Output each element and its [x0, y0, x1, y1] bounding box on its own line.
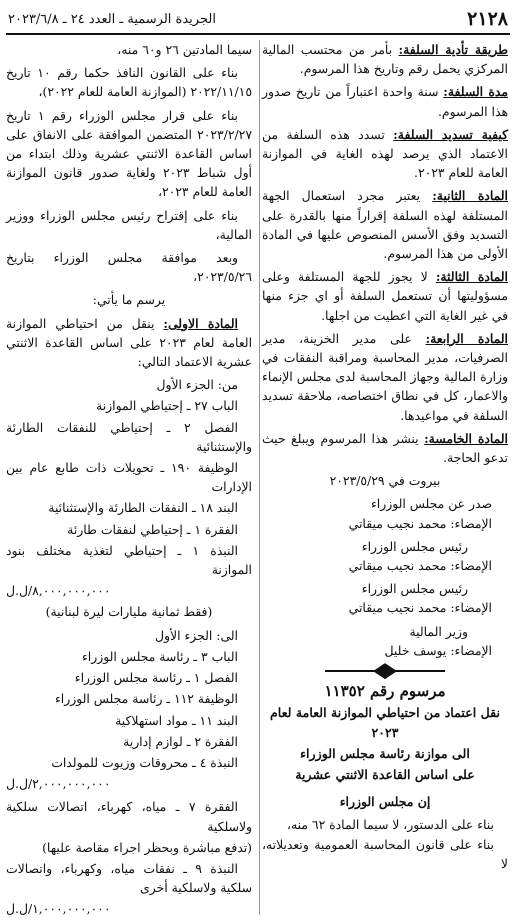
basis-articles: سيما المادتين ٢٦ و٦٠ منه، [117, 42, 252, 57]
paragraph-advance-duration: مدة السلفة: سنة واحدة اعتباراً من تاريخ صدور هذا المرسوم. [262, 84, 508, 119]
page-header [8, 6, 508, 32]
decree-subtitle-2: الى موازنة رئاسة مجلس الوزراء [300, 745, 470, 761]
to-chapter: الباب ٣ ـ رئاسة مجلس الوزراء [81, 648, 238, 664]
amount-fuel: ٢,٠٠٠,٠٠٠,٠٠٠/ل.ل [6, 776, 111, 792]
from-section: الفصل ٢ ـ إحتياطي للنفقات الطارئة والإستثنائية [6, 419, 252, 454]
signature-pm: رئيس مجلس الوزراء [361, 538, 468, 554]
basis-law-10: بناء على القانون النافذ حكما رقم ١٠ تاريخ ٢٠٢٢/١١/١٥ (الموازنة العامة للعام ٢٠٢٢)، [6, 65, 252, 100]
article-5: المادة الخامسة: ينشر هذا المرسوم ويبلغ حيث تدعو الحاجة. [262, 430, 508, 466]
paragraph-repayment: كيفية تسديد السلفة: تسدد هذه السلفة من الاعتماد الذي يرصد لهذه الغاية في الموازنة العامة للعام ٢٠٢٣. [262, 126, 508, 181]
to-subparagraph-utilities: النبذة ٩ ـ نفقات مياه، وكهرباء، واتصالات سلكية ولاسلكية أخرى [6, 860, 252, 896]
decree-title: مرسوم رقم ١١٣٥٢ [324, 682, 446, 701]
article-4: المادة الرابعة: على مدير الخزينة، مدير الصرفيات، مدير المحاسبة ومراقبة النفقات في وزارة المالية وجهاز المحاسبة لدى مجلس الإنماء والاعمار، كل في نطاق اختصاصه، ملاحقة تسديد السلفة في مواعيدها. [262, 330, 508, 423]
gazette-title: الجريدة الرسمية ـ العدد ٢٤ ـ ٢٠٢٣/٦/٨ [8, 11, 216, 27]
signature-pm-name: الإمضاء: محمد نجيب ميقاتي [348, 558, 492, 574]
amount-total-words: (فقط ثمانية مليارات ليرة لبنانية) [45, 604, 213, 620]
column-separator [259, 40, 260, 915]
to-subparagraph-fuel: النبذة ٤ ـ محروقات وزيوت للمولدات [51, 754, 238, 770]
decree-subtitle-3: على اساس القاعدة الاثنتي عشرية [295, 766, 475, 782]
signature-pm-2: رئيس مجلس الوزراء [361, 581, 468, 597]
decree-subtitle-1: نقل اعتماد من احتياطي الموازنة العامة لعام ٢٠٢٣ [269, 705, 501, 740]
basis-council-decision: بناء على قرار مجلس الوزراء رقم ١ تاريخ ٢٠٢٣/٢/٢٧ المتضمن الموافقة على الانفاق على اساس القاعدة الاثنتي عشرية وذلك ابتداء من أول شباط ٢٠٢٣ ولغاية صدور قانون الموازنة العامة للعام ٢٠٢٣، [6, 107, 252, 200]
to-heading: الى: الجزء الأول [155, 627, 238, 643]
to-function: الوظيفة ١١٢ ـ رئاسة مجلس الوزراء [54, 691, 238, 707]
to-section: الفصل ١ ـ رئاسة مجلس الوزراء [74, 670, 238, 686]
to-item: البند ١١ ـ مواد استهلاكية [115, 712, 238, 728]
from-heading: من: الجزء الأول [156, 377, 238, 393]
decree-date: بيروت في ٢٠٢٣/٥/٢٩ [329, 473, 441, 489]
council-heading: إن مجلس الوزراء [339, 794, 431, 810]
amount-total: ٨,٠٠٠,٠٠٠,٠٠٠/ل.ل [6, 583, 111, 599]
right-column [262, 40, 508, 877]
from-paragraph: الفقرة ١ ـ إحتياطي لنفقات طارئة [67, 521, 238, 537]
basis-proposal: بناء على إقتراح رئيس مجلس الوزراء ووزير المالية، [6, 207, 252, 242]
page-number: ٢١٢٨ [467, 8, 508, 30]
signature-issuer-name: الإمضاء: محمد نجيب ميقاتي [348, 515, 492, 531]
section-divider-ornament [325, 666, 445, 676]
article-3: المادة الثالثة: لا يجوز للجهة المستلفة وعلى مسؤوليتها أن تستعمل السلفة أو اي جزء منها في غير الغاية التي اعطيت من اجلها. [262, 269, 508, 323]
header-rule [6, 33, 510, 35]
from-function: الوظيفة ١٩٠ ـ تحويلات ذات طابع عام بين الإدارات [6, 460, 252, 495]
decree-formula: يرسم ما يأتي: [92, 292, 166, 308]
left-column [6, 40, 252, 923]
signature-finance-minister: وزير المالية [409, 623, 468, 639]
from-item: البند ١٨ ـ النفقات الطارئة والإستثنائية [48, 500, 238, 516]
from-subparagraph: النبذة ١ ـ إحتياطي لتغذية مختلف بنود الموازنة [6, 542, 252, 578]
article-1: المادة الاولى: ينقل من احتياطي الموازنة العامة لعام ٢٠٢٣ على اساس القاعدة الاثنتي عشرية الاعتماد التالي: [6, 315, 253, 370]
to-paragraph-utilities: الفقرة ٧ ـ مياه، كهرباء، اتصالات سلكية ولاسلكية [6, 799, 252, 834]
signature-finance-minister-name: الإمضاء: يوسف خليل [384, 642, 492, 658]
signature-issuer: صدر عن مجلس الوزراء [370, 496, 492, 512]
article-2: المادة الثانية: يعتبر مجرد استعمال الجهة المستلفة لهذه السلفة إقراراً منها بالقدرة على التسديد وفق الأسس المنصوص عليها في المادة الأولى من هذا المرسوم. [262, 188, 508, 262]
to-paragraph: الفقرة ٢ ـ لوازم إدارية [123, 733, 238, 749]
utilities-note: (تدفع مباشرة وبحظر اجراء مقاصة عليها) [42, 839, 252, 855]
amount-utilities: ١,٠٠٠,٠٠٠,٠٠٠/ل.ل [6, 901, 111, 917]
paragraph-payment-method: طريقة تأدية السلفة: بأمر من محتسب المالية المركزي يحمل رقم وتاريخ هذا المرسوم. [262, 42, 508, 77]
signature-pm-2-name: الإمضاء: محمد نجيب ميقاتي [348, 600, 492, 616]
basis-accounting-law: بناء على قانون المحاسبة العمومية وتعديلاته، لا [262, 836, 508, 871]
basis-approval: وبعد موافقة مجلس الوزراء بتاريخ ٢٠٢٣/٥/٢٦، [6, 250, 252, 285]
basis-constitution: بناء على الدستور، لا سيما المادة ٦٢ منه، [286, 817, 494, 833]
from-chapter: الباب ٢٧ ـ إحتياطي الموازنة [96, 398, 238, 414]
